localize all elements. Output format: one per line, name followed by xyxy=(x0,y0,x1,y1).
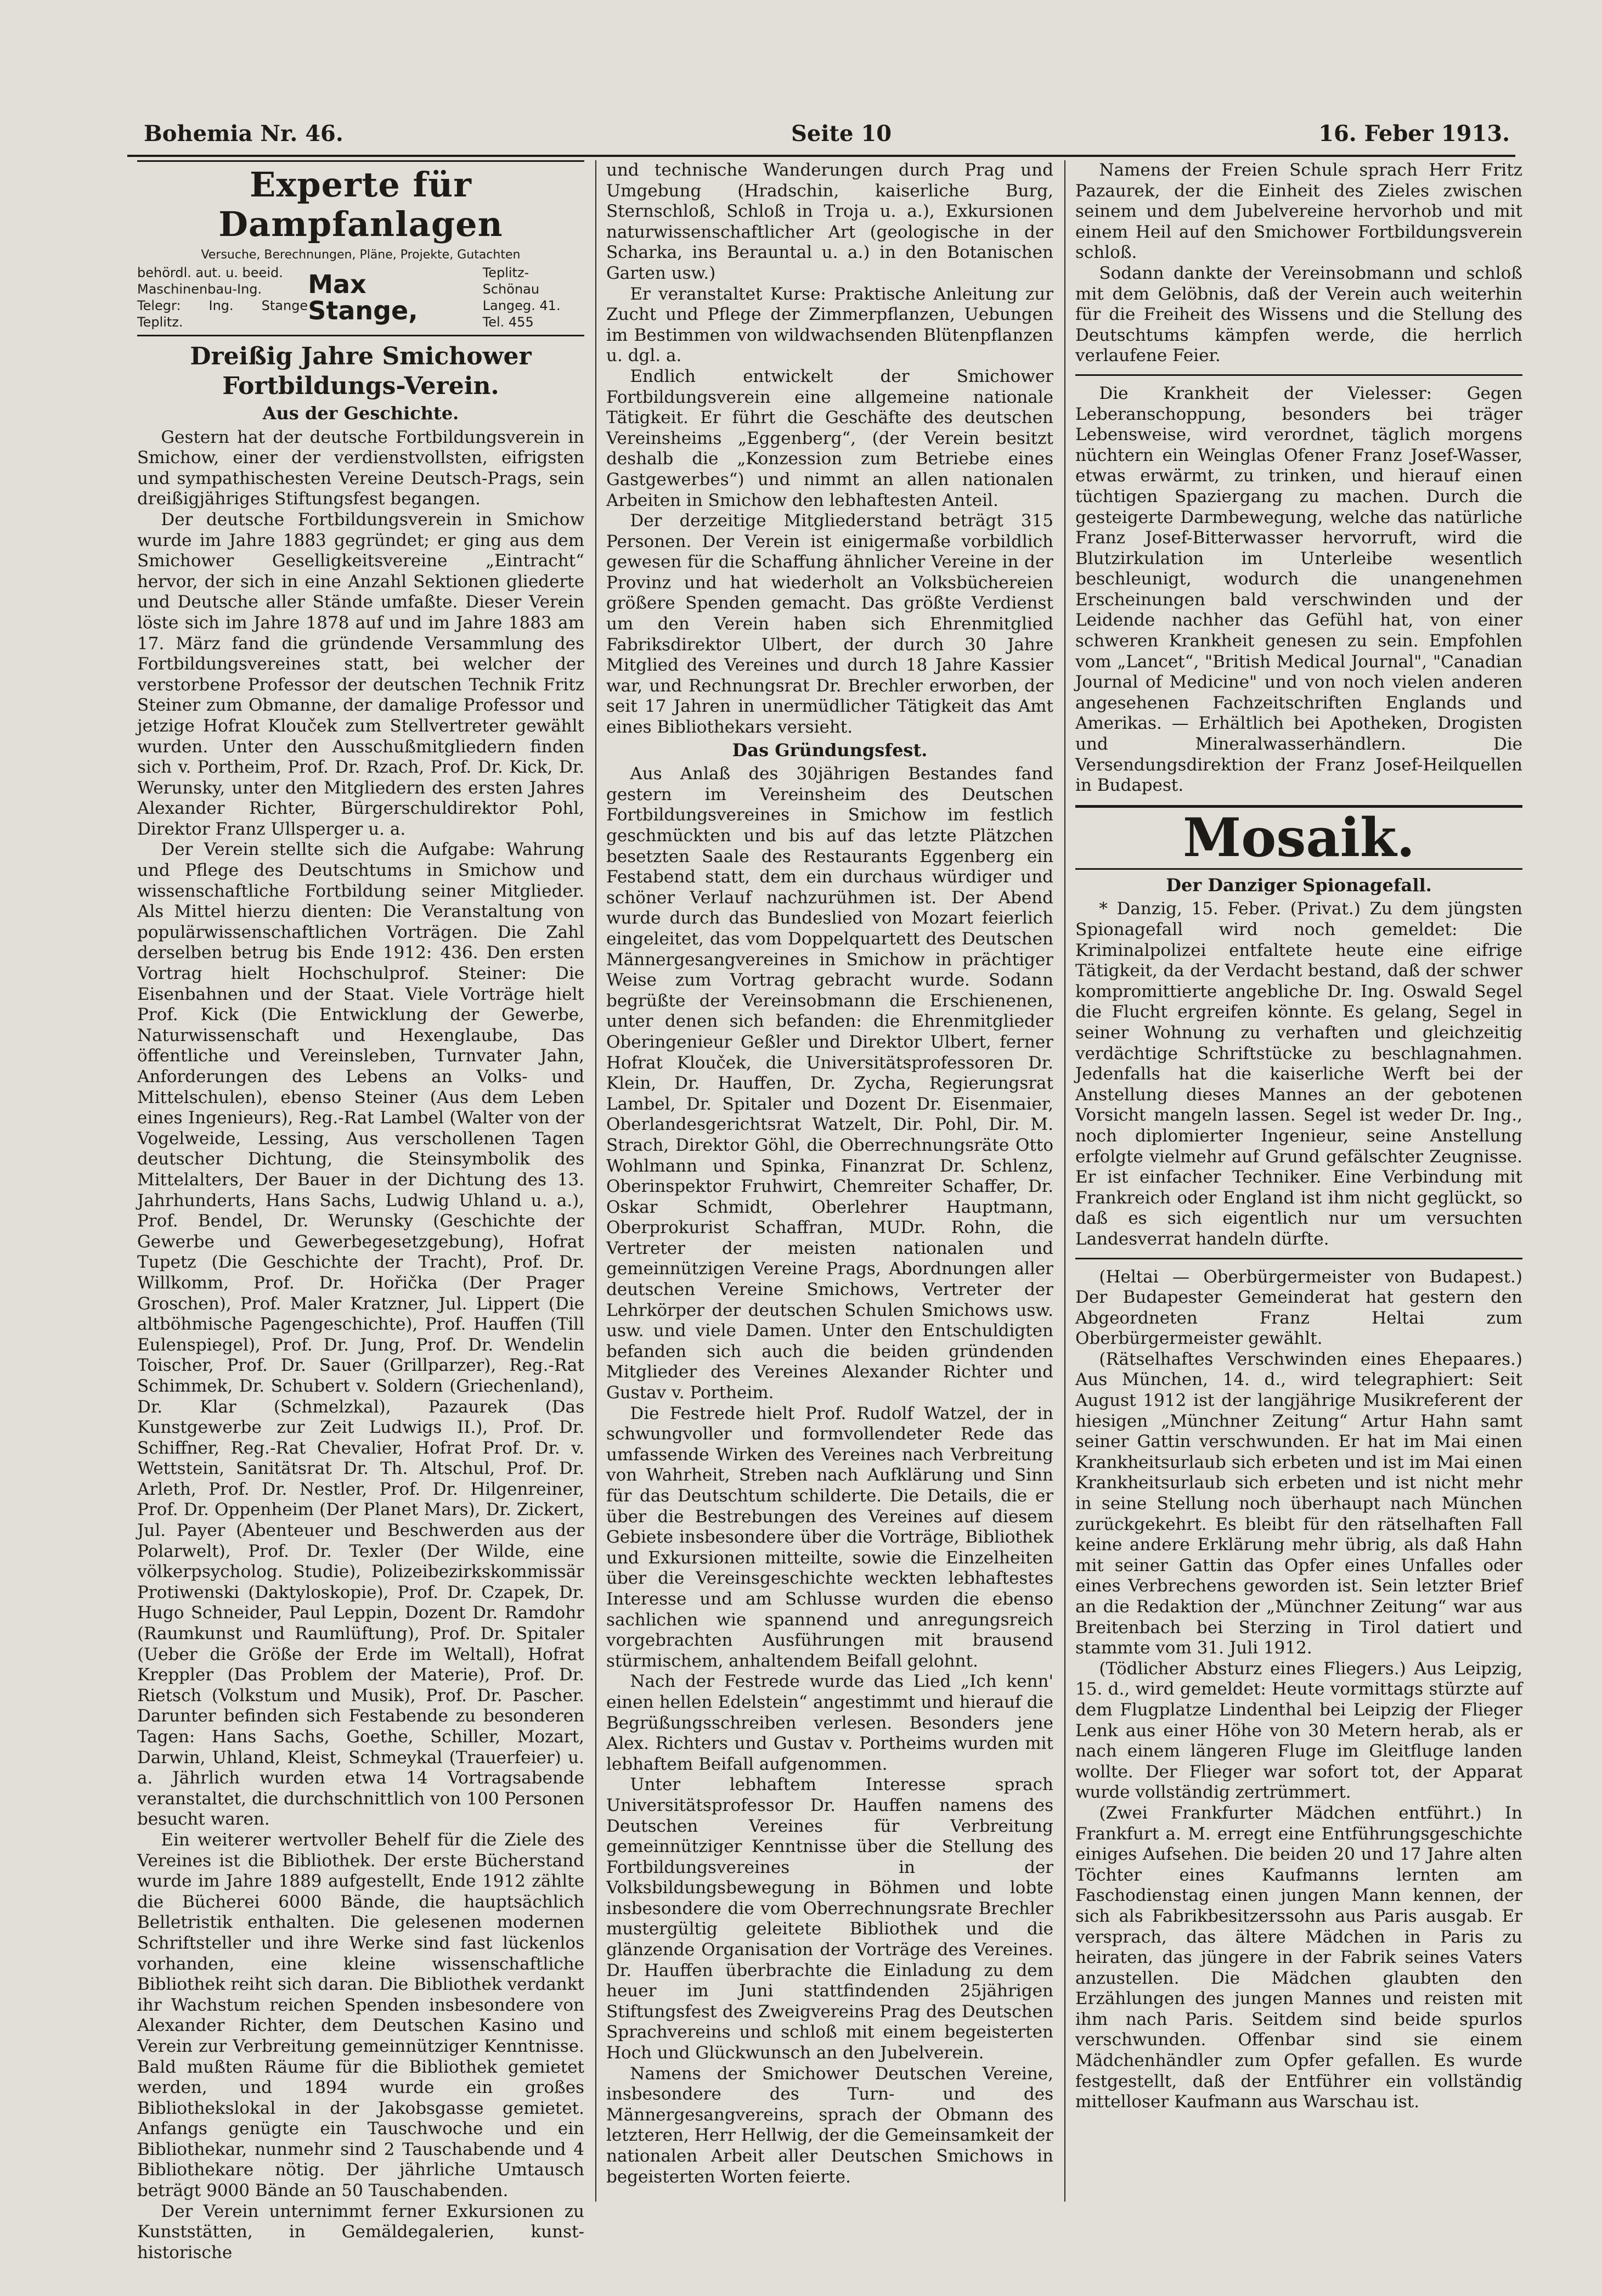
paragraph: * Danzig, 15. Feber. (Privat.) Zu dem jüngsten Spionagefall wird noch gemeldet: Die Kriminalpolizei entfaltete heute eine eifrige Tätigkeit, da der Verdacht bestand, daß der schwer kompromittierte angebliche Dr. Ing. Oswald Segel die Flucht ergreifen könnte. Es gelang, Segel in seiner Wohnung zu verhaften und gleichzeitig verdächtige Schriftstücke zu beschlagnahmen. Jedenfalls hat die kaiserliche Werft bei der Anstellung dieses Mannes an der gebotenen Vorsicht mangeln lassen. Segel ist weder Dr. Ing., noch diplomierter Ingenieur, seine Anstellung erfolgte vielmehr auf Grund gefälschter Zeugnisse. Er ist einfacher Techniker. Eine Verbindung mit Frankreich oder England ist ihm nicht geglückt, so daß es sich eigentlich nur um versuchten Landesverrat handeln dürfte. xyxy=(1075,899,1522,1249)
ad-place: Teplitz-Schönau xyxy=(482,265,540,297)
paragraph: Namens der Freien Schule sprach Herr Fritz Pazaurek, der die Einheit des Zieles zwischen seinem und dem Jubelvereine hervorhob und mit einem Heil auf den Smichower Fortbildungsverein schloß. xyxy=(1075,160,1522,263)
ad-left xyxy=(137,265,308,330)
paragraph: Der Verein unternimmt ferner Exkursionen zu Kunststätten, in Gemäldegalerien, kunst-historische xyxy=(137,2201,584,2263)
ad-phone: Tel. 455 xyxy=(482,314,534,330)
ad-line1: behördl. aut. u. beeid. xyxy=(137,265,283,280)
paragraph: Namens der Smichower Deutschen Vereine, insbesondere des Turn- und des Männergesangvereins, sprach der Obmann des letzteren, Herr Hellwig, der die Gemeinsamkeit der nationalen Arbeit aller Deutschen Smichows in begeisterten Worten feierte. xyxy=(606,2063,1053,2187)
advertisement-bitterwasser: Die Krankheit der Vielesser: Gegen Leberanschoppung, besonders bei träger Lebensweise, wird verordnet, täglich morgens nüchtern ein Weinglas Ofener Franz Josef-Wasser, etwas erwärmt, zu trinken, und hierauf einen tüchtigen Spaziergang zu machen. Durch die gesteigerte Darmbewegung, welche das natürliche Franz Josef-Bitterwasser hervorruft, wird die Blutzirkulation im Unterleibe wesentlich beschleunigt, wodurch die unangenehmen Erscheinungen bald verschwinden und der Leidende nachher das Gefühl hat, von einer schweren Krankheit genesen zu sein. Empfohlen vom „Lancet“, "British Medical Journal", "Canadian Journal of Medicine" und von noch vielen anderen angesehenen Fachzeitschriften Englands und Amerikas. — Erhältlich bei Apotheken, Drogisten und Mineralwasserhändlern. Die Versendungsdirektion der Franz Josef-Heilquellen in Budapest. xyxy=(1075,383,1522,796)
ad-street: Langeg. 41. xyxy=(482,298,561,313)
section-rule xyxy=(1075,374,1522,376)
article-subtitle: Aus der Geschichte. xyxy=(262,403,459,424)
paragraph: und technische Wanderungen durch Prag und Umgebung (Hradschin, kaiserliche Burg, Sternschloß, Schloß in Troja u. a.), Exkursionen naturwissenschaftlicher Art (geologische in der Scharka, ins Berauntal u. a.) in den Botanischen Garten usw.) xyxy=(606,160,1053,283)
ad-name: Max Stange, xyxy=(308,269,418,325)
page-number: Seite 10 xyxy=(791,121,892,147)
section-rule xyxy=(1075,1258,1522,1259)
column-3 xyxy=(1075,160,1522,2202)
column-divider xyxy=(595,160,596,2202)
paragraph: Der derzeitige Mitgliederstand beträgt 315 Personen. Der Verein ist einigermaße vorbildlich gewesen für die Schaffung ähnlicher Vereine in der Provinz und hat wiederholt an Volksbüchereien größere Spenden gemacht. Das größte Verdienst um den Verein haben sich Ehrenmitglied Fabriksdirektor Ulbert, der durch 30 Jahre Mitglied des Vereines und durch 18 Jahre Kassier war, und Rechnungsrat Dr. Brechler erworben, der seit 17 Jahren in unermüdlicher Tätigkeit das Amt eines Bibliothekars versieht. xyxy=(606,511,1053,738)
paragraph: Der deutsche Fortbildungsverein in Smichow wurde im Jahre 1883 gegründet; er ging aus dem Smichower Geselligkeitsvereine „Eintracht“ hervor, der sich in eine Anzahl Sektionen gliederte und Deutsche aller Stände umfaßte. Dieser Verein löste sich im Jahre 1878 auf und im Jahre 1883 am 17. März fand die gründende Versammlung des Fortbildungsvereines statt, bei welcher der verstorbene Professor der deutschen Technik Fritz Steiner zum Obmanne, der damalige Professor und jetzige Hofrat Klouček zum Stellvertreter gewählt wurden. Unter den Ausschußmitgliedern finden sich v. Portheim, Prof. Dr. Rzach, Prof. Dr. Kick, Dr. Werunsky, unter den Mitgliedern des ersten Jahres Alexander Richter, Bürgerschuldirektor Pohl, Direktor Franz Ullsperger u. a. xyxy=(137,509,584,839)
paragraph: Ein weiterer wertvoller Behelf für die Ziele des Vereines ist die Bibliothek. Der erste Bücherstand wurde im Jahre 1889 aufgestellt, Ende 1912 zählte die Bücherei 6000 Bände, die hauptsächlich Belletristik enthalten. Die gelesenen modernen Schriftsteller und ihre Werke sind fast lückenlos vorhanden, eine kleine wissenschaftliche Bibliothek reiht sich daran. Die Bibliothek verdankt ihr Wachstum reichen Spenden insbesondere von Alexander Richter, dem Deutschen Kasino und Verein zur Verbreitung gemeinnütziger Kenntnisse. Bald mußten Räume für die Bibliothek gemietet werden, und 1894 wurde ein großes Bibliothekslokal in der Jakobsgasse gemietet. Anfangs genügte ein Tauschwoche und ein Bibliothekar, nunmehr sind 2 Tauschabende und 4 Bibliothekare nötig. Der jährliche Umtausch beträgt 9000 Bände an 50 Tauschabenden. xyxy=(137,1830,584,2201)
section-title: Das Gründungsfest. xyxy=(732,739,928,761)
paragraph: Die Festrede hielt Prof. Rudolf Watzel, der in schwungvoller und formvollendeter Rede das umfassende Wirken des Vereines nach Verbreitung von Wahrheit, Streben nach Aufklärung und Sinn für das Deutschtum schilderte. Die Details, die er über die Bestrebungen des Vereines auf diesem Gebiete insbesondere über die Vorträge, Bibliothek und Exkursionen mitteilte, sowie die Einzelheiten über die Vereinsgeschichte weckten lebhaftestes Interesse und am Schlusse wurden die ebenso sachlichen wie spannend und anregungsreich vorgebrachten Ausführungen mit brausend stürmischem, anhaltendem Beifall gelohnt. xyxy=(606,1403,1053,1671)
paragraph: Er veranstaltet Kurse: Praktische Anleitung zur Zucht und Pflege der Zimmerpflanzen, Uebungen im Bestimmen von wildwachsenden Blütenpflanzen u. dgl. a. xyxy=(606,284,1053,366)
column-divider xyxy=(1064,160,1065,2202)
mosaik-heading: Mosaik. xyxy=(1075,805,1522,870)
paragraph: Sodann dankte der Vereinsobmann und schloß mit dem Gelöbnis, daß der Verein auch weiterhin für die Freiheit des Wissens und die Stellung des Deutschtums kämpfen werde, die herrlich verlaufene Feier. xyxy=(1075,263,1522,366)
ad-telegram: Telegr: Ing. Stange Teplitz. xyxy=(137,298,308,330)
page-header xyxy=(127,114,1515,153)
publication-issue: Bohemia Nr. 46. xyxy=(144,121,343,147)
paragraph: Nach der Festrede wurde das Lied „Ich kenn' einen hellen Edelstein“ angestimmt und hierauf die Begrüßungsschreiben verlesen. Besonders jene Alex. Richters und Gustav v. Portheims wurden mit lebhaftem Beifall aufgenommen. xyxy=(606,1672,1053,1774)
news-item: (Rätselhaftes Verschwinden eines Ehepaares.) Aus München, 14. d., wird telegraphiert: Seit August 1912 ist der langjährige Musikreferent der hiesigen „Münchner Zeitung“ Artur Hahn samt seiner Gattin verschwunden. Er hat im Mai einen Krankheitsurlaub sich erbeten und ist im Mai einen Krankheitsurlaub sich erbeten und ist nicht mehr in seine Stellung noch überhaupt nach München zurückgekehrt. Es bleibt für den rätselhaften Fall keine andere Erklärung mehr übrig, als daß Hahn mit seiner Gattin das Opfer eines Unfalles oder eines Verbrechens geworden ist. Sein letzter Brief an die Redaktion der „Münchner Zeitung“ war aus Breitenbach bei Sterzing in Tirol datiert und stammte vom 31. Juli 1912. xyxy=(1075,1349,1522,1658)
spy-case-title: Der Danziger Spionagefall. xyxy=(1166,874,1432,896)
news-item: (Heltai — Oberbürgermeister von Budapest.) Der Budapester Gemeinderat hat gestern den Abgeordneten Franz Heltai zum Oberbürgermeister gewählt. xyxy=(1075,1267,1522,1349)
column-2 xyxy=(606,160,1053,2202)
advertisement-dampfanlagen xyxy=(137,160,584,336)
article-title: Dreißig Jahre Smichower Fortbildungs-Verein. xyxy=(190,342,532,400)
news-item: (Zwei Frankfurter Mädchen entführt.) In Frankfurt a. M. erregt eine Entführungsgeschichte einiges Aufsehen. Die beiden 20 und 17 Jahre alten Töchter eines Kaufmanns lernten am Faschodienstag einen jungen Mann kennen, der sich als Fabrikbesitzerssohn aus Paris ausgab. Er versprach, das ältere Mädchen in Paris zu heiraten, das jüngere in der Fabrik seines Vaters anzustellen. Die Mädchen glaubten den Erzählungen des jungen Mannes und reisten mit ihm nach Paris. Seitdem sind beide spurlos verschwunden. Offenbar sind sie einem Mädchenhändler zum Opfer gefallen. Es wurde festgestellt, daß der Entführer ein vollständig mittelloser Kaufmann aus Warschau ist. xyxy=(1075,1803,1522,2112)
paragraph: Gestern hat der deutsche Fortbildungsverein in Smichow, einer der verdienstvollsten, eifrigsten und sympathischesten Vereine Deutsch-Prags, sein dreißigjähriges Stiftungsfest begangen. xyxy=(137,427,584,509)
paragraph: Endlich entwickelt der Smichower Fortbildungsverein eine allgemeine nationale Tätigkeit. Er führt die Geschäfte des deutschen Vereinsheims „Eggenberg“, (der Verein besitzt deshalb die „Konzession zum Betriebe eines Gastgewerbes“) und nimmt an allen nationalen Arbeiten in Smichow den lebhaftesten Anteil. xyxy=(606,366,1053,510)
paragraph: Aus Anlaß des 30jährigen Bestandes fand gestern im Vereinsheim des Deutschen Fortbildungsvereines in Smichow im festlich geschmückten und bis auf das letzte Plätzchen besetzten Saale des Restaurants Eggenberg ein Festabend statt, dem ein durchaus würdiger und schöner Verlauf nachzurühmen ist. Der Abend wurde durch das Bundeslied von Mozart feierlich eingeleitet, das vom Doppelquartett des Deutschen Männergesangvereines in Smichow in prächtiger Weise zum Vortrag gebracht wurde. Sodann begrüßte der Vereinsobmann die Erschienenen, unter denen sich befanden: die Ehrenmitglieder Oberingenieur Geßler und Direktor Ulbert, ferner Hofrat Klouček, die Universitätsprofessoren Dr. Klein, Dr. Hauffen, Dr. Zycha, Regierungsrat Lambel, Dr. Spitaler und Dozent Dr. Eisenmaier, Oberlandesgerichtsrat Watzelt, Dir. Pohl, Dir. M. Strach, Direktor Göhl, die Oberrechnungsräte Otto Wohlmann und Spinka, Finanzrat Dr. Schlenz, Oberinspektor Fruhwirt, Chemreiter Schaffer, Dr. Oskar Schmidt, Oberlehrer Hauptmann, Oberprokurist Schaffran, MUDr. Rohn, die Vertreter der meisten nationalen und gemeinnützigen Vereine Prags, Abordnungen aller deutschen Vereine Smichows, Vertreter der Lehrkörper der deutschen Schulen Smichows usw. usw. und viele Damen. Unter den Entschuldigten befanden sich auch die beiden gründenden Mitglieder des Vereines Alexander Richter und Gustav v. Portheim. xyxy=(606,764,1053,1403)
ad-right xyxy=(483,265,584,330)
news-item: (Tödlicher Absturz eines Fliegers.) Aus Leipzig, 15. d., wird gemeldet: Heute vormittags stürzte auf dem Flugplatze Lindenthal bei Leipzig der Flieger Lenk aus einer Höhe von 30 Metern herab, als er nach einem längeren Fluge im Gleitfluge landen wollte. Der Flieger war sofort tot, der Apparat wurde vollständig zertrümmert. xyxy=(1075,1658,1522,1803)
column-1 xyxy=(137,160,584,2263)
paragraph: Unter lebhaftem Interesse sprach Universitätsprofessor Dr. Hauffen namens des Deutschen Vereines für Verbreitung gemeinnütziger Kenntnisse über die Stellung des Fortbildungsvereines in der Volksbildungsbewegung in Böhmen und lobte insbesondere die vom Oberrechnungsrate Brechler mustergültig geleitete Bibliothek und die glänzende Organisation der Vorträge des Vereines. Dr. Hauffen überbrachte die Einladung zu dem heuer im Juni stattfindenden 25jährigen Stiftungsfest des Zweigvereins Prag des Deutschen Sprachvereins und schloß mit einem begeisterten Hoch und Glückwunsch an den Jubelverein. xyxy=(606,1775,1053,2063)
ad-services: Versuche, Berechnungen, Pläne, Projekte, Gutachten xyxy=(201,248,521,262)
ad-details xyxy=(137,265,584,330)
issue-date: 16. Feber 1913. xyxy=(1318,121,1510,147)
header-rule xyxy=(127,155,1515,157)
ad-line2: Maschinenbau-Ing. xyxy=(137,282,262,297)
paragraph: Der Verein stellte sich die Aufgabe: Wahrung und Pflege des Deutschtums in Smichow und wissenschaftliche Fortbildung seiner Mitglieder. Als Mittel hierzu dienten: Die Veranstaltung von populärwissenschaftlichen Vorträgen. Die Zahl derselben betrug bis Ende 1912: 436. Den ersten Vortrag hielt Hochschulprof. Steiner: Die Eisenbahnen und der Staat. Viele Vorträge hielt Prof. Kick (Die Entwicklung der Gewerbe, Naturwissenschaft und Hexenglaube, Das öffentliche und Vereinsleben, Turnvater Jahn, Anforderungen des Lebens an Volks- und Mittelschulen), ebenso Steiner (Aus dem Leben eines Ingenieurs), Reg.-Rat Lambel (Walter von der Vogelweide, Lessing, Aus verschollenen Tagen deutscher Dichtung, die Steinsymbolik des Mittelalters, Der Bauer in der Dichtung des 13. Jahrhunderts, Hans Sachs, Ludwig Uhland u. a.), Prof. Bendel, Dr. Werunsky (Geschichte der Gewerbe und Gewerbegesetzgebung), Hofrat Tupetz (Die Geschichte der Tracht), Prof. Dr. Willkomm, Prof. Dr. Hořička (Der Prager Groschen), Prof. Maler Kratzner, Jul. Lippert (Die altböhmische Pagengeschichte), Prof. Hauffen (Till Eulenspiegel), Prof. Dr. Jung, Prof. Dr. Wendelin Toischer, Prof. Dr. Sauer (Grillparzer), Reg.-Rat Schimmek, Dr. Schubert v. Soldern (Griechenland), Dr. Klar (Schmelzkal), Pazaurek (Das Kunstgewerbe zur Zeit Ludwigs II.), Prof. Dr. Schiffner, Reg.-Rat Chevalier, Hofrat Prof. Dr. v. Wettstein, Sanitätsrat Dr. Th. Altschul, Prof. Dr. Arleth, Prof. Dr. Nestler, Prof. Dr. Hilgenreiner, Prof. Dr. Oppenheim (Der Planet Mars), Dr. Zickert, Jul. Payer (Abenteuer und Beschwerden aus der Polarwelt), Prof. Dr. Texler (Der Wilde, eine völkerpsycholog. Studie), Polizeibezirkskommissär Protiwenski (Daktyloskopie), Prof. Dr. Czapek, Dr. Hugo Schneider, Paul Leppin, Dozent Dr. Ramdohr (Raumkunst und Raumlüftung), Prof. Dr. Spitaler (Ueber die Größe der Erde im Weltall), Hofrat Kreppler (Das Problem der Materie), Prof. Dr. Rietsch (Volkstum und Musik), Prof. Dr. Pascher. Darunter befinden sich Festabende zu besonderen Tagen: Hans Sachs, Goethe, Schiller, Mozart, Darwin, Uhland, Kleist, Schmeykal (Trauerfeier) u. a. Jährlich wurden etwa 14 Vortragsabende veranstaltet, die durchschnittlich von 100 Personen besucht waren. xyxy=(137,840,584,1830)
ad-title: Experte für Dampfanlagen xyxy=(218,165,503,244)
